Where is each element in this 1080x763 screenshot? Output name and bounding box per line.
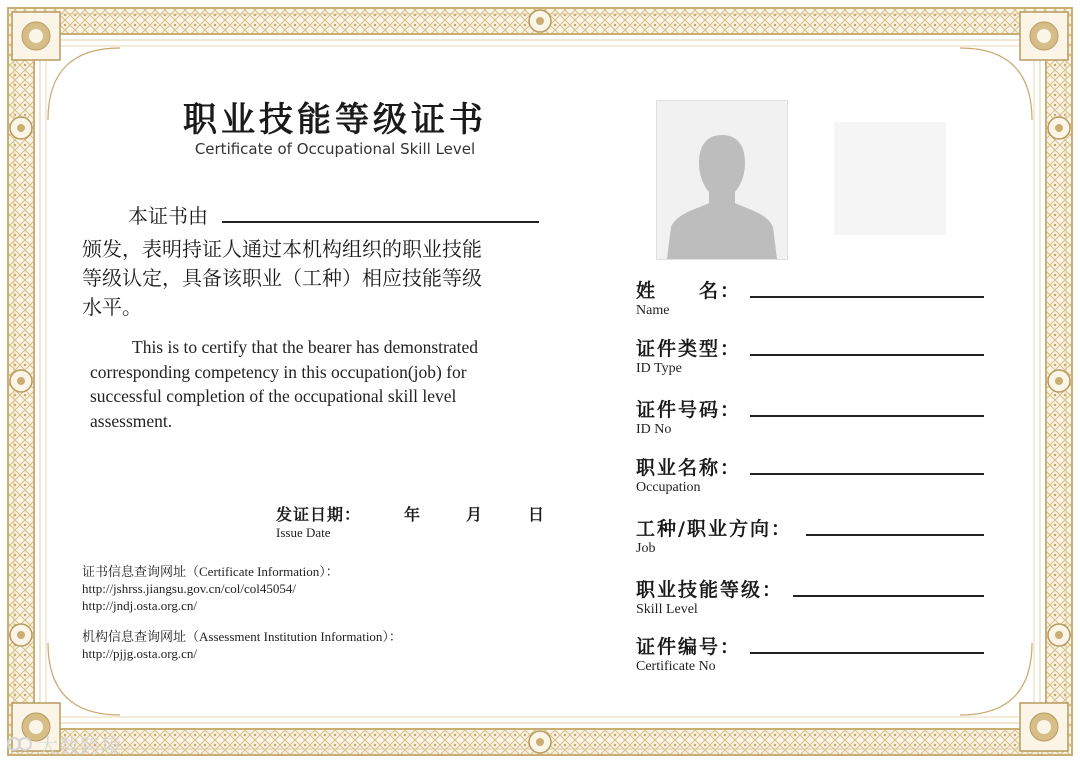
- field-name-label-en: Name: [636, 303, 670, 318]
- field-idtype-line: [750, 354, 984, 356]
- field-skilllevel-label: 职业技能等级：: [636, 579, 784, 601]
- issue-date-year: 年: [404, 505, 423, 524]
- statement-en-line: corresponding competency in this occupation(job) for: [90, 361, 467, 382]
- field-idno-line: [750, 415, 984, 417]
- statement-cn-line: 等级认定，具备该职业（工种）相应技能等级: [82, 266, 482, 290]
- statement-en-line: This is to certify that the bearer has demonstrated: [132, 337, 478, 357]
- statement-en-line: assessment.: [90, 410, 173, 431]
- field-occupation-label-en: Occupation: [636, 480, 701, 495]
- field-certno-label-en: Certificate No: [636, 659, 716, 674]
- photo-placeholder: [656, 100, 788, 260]
- issue-date-month: 月: [466, 505, 485, 524]
- statement-cn: [82, 235, 482, 322]
- field-idno-label: 证件号码：: [636, 399, 742, 421]
- issuer-blank-line: [222, 221, 539, 223]
- issuer-prefix: 本证书由: [128, 204, 208, 228]
- field-idtype-label: 证件类型：: [636, 338, 742, 360]
- watermark-text: 大数跨境: [38, 734, 122, 758]
- person-silhouette-icon: [657, 101, 787, 259]
- field-skilllevel-line: [793, 595, 984, 597]
- certificate-info-url[interactable]: http://jshrss.jiangsu.gov.cn/col/col45054/: [82, 581, 297, 596]
- statement-cn-line: 颁发，表明持证人通过本机构组织的职业技能: [82, 237, 482, 261]
- institution-info-url[interactable]: http://pjjg.osta.org.cn/: [82, 646, 197, 661]
- field-name-label: 姓 名：: [636, 280, 742, 302]
- certificate-info-url[interactable]: http://jndj.osta.org.cn/: [82, 598, 197, 613]
- issue-date-label: 发证日期：: [276, 505, 362, 524]
- field-occupation-label: 职业名称：: [636, 457, 742, 479]
- certificate-info: [82, 563, 339, 614]
- certificate-title-en: Certificate of Occupational Skill Level: [194, 140, 476, 158]
- certificate-info-label: 证书信息查询网址（Certificate Information）：: [82, 564, 339, 579]
- issue-date-label-en: Issue Date: [276, 525, 331, 540]
- stamp-placeholder: [834, 122, 946, 235]
- field-idno-label-en: ID No: [636, 422, 672, 437]
- field-certno-label: 证件编号：: [636, 636, 742, 658]
- watermark-logo-icon: [6, 734, 34, 754]
- issue-date-day: 日: [528, 505, 547, 524]
- field-job-label: 工种/职业方向：: [636, 518, 792, 540]
- field-job-line: [806, 534, 984, 536]
- field-skilllevel-label-en: Skill Level: [636, 602, 698, 617]
- certificate-title: 职业技能等级证书: [183, 100, 487, 140]
- statement-cn-line: 水平。: [82, 295, 142, 319]
- field-idtype-label-en: ID Type: [636, 361, 682, 376]
- field-occupation-line: [750, 473, 984, 475]
- field-job-label-en: Job: [636, 541, 656, 556]
- field-name-line: [750, 296, 984, 298]
- statement-en-line: successful completion of the occupational skill level: [90, 386, 457, 406]
- field-certno-line: [750, 652, 984, 654]
- institution-info-label: 机构信息查询网址（Assessment Institution Information）：: [82, 629, 402, 644]
- statement-en: [90, 335, 478, 433]
- institution-info: [82, 628, 402, 662]
